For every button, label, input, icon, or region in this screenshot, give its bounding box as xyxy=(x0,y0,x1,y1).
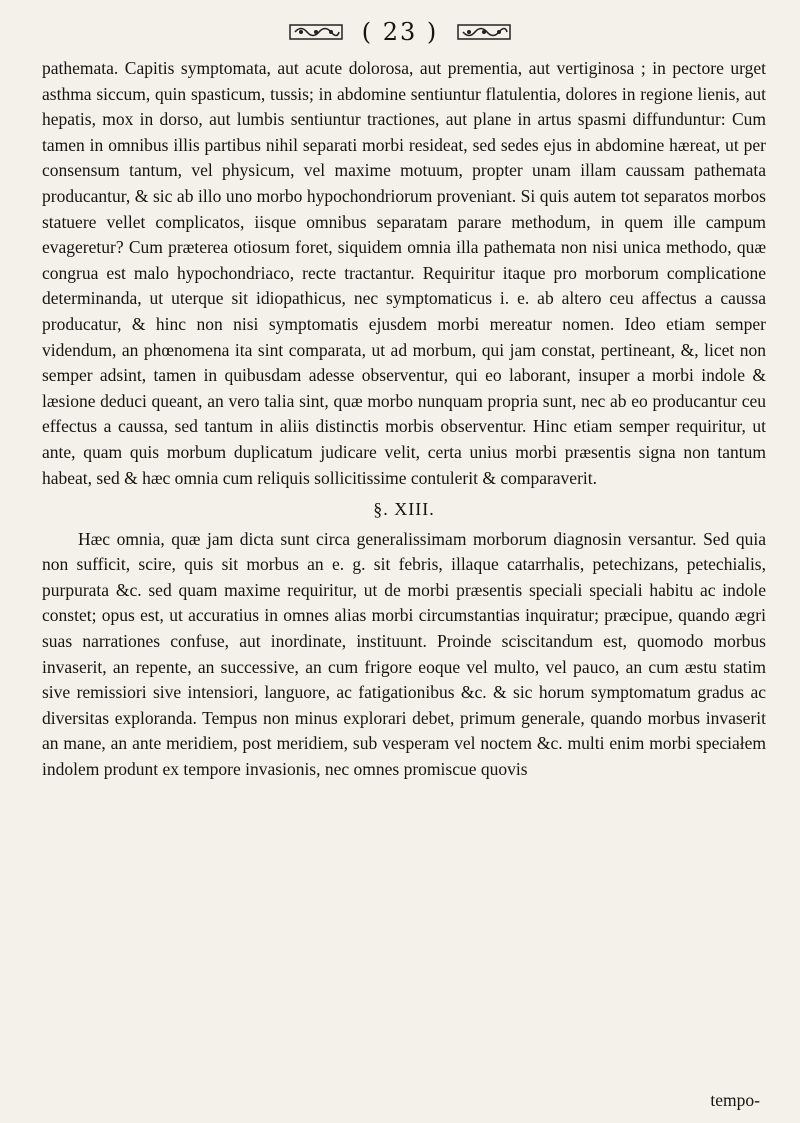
page-number: ( 23 ) xyxy=(361,18,439,46)
paragraph-2: Hæc omnia, quæ jam dicta sunt circa generalissimam morborum diagnosin versantur. Sed quia non sufficit, scire, quis sit morbus an e. g. sit febris, illaque catarrhalis, petechizans, petechialis, purpurata &c. sed quam maxime requiritur, ut de morbi præsentis speciali speciali habitu ac indole constet; opus est, ut accuratius in omnes alias morbi circumstantias inquiratur; præcipue, quando ægri suas narrationes confuse, aut inordinate, instituunt. Proinde sciscitandum est, quomodo morbus invaserit, an repente, an successive, an cum frigore eoque vel multo, vel pauco, an cum æstu statim sive remissiori sive intensiori, languore, ac fatigationibus &c. & sic horum symptomatum gradus ac diversitas exploranda. Tempus non minus explorari debet, primum generale, quando morbus invaserit an mane, an ante meridiem, post meridiem, sub vesperam vel noctem &c. multi enim morbi speciałem indolem produnt ex tempore invasionis, nec omnes promiscue quovis xyxy=(42,528,766,780)
catchword: tempo- xyxy=(710,1090,760,1110)
page-header xyxy=(0,14,800,50)
main-text xyxy=(42,56,766,783)
section-heading: §. XIII. xyxy=(373,499,435,520)
right-ornament-icon xyxy=(456,21,512,43)
paragraph-1: pathemata. Capitis symptomata, aut acute dolorosa, aut prementia, aut vertiginosa ; in pectore urget asthma siccum, quin spasticum, tussis; in abdomine sentiuntur flatulentia, dolores in regione lienis, aut hepatis, mox in dorso, aut lumbis sentiuntur tractiones, aut plane in artus spasmi diffunduntur: Cum tamen in omnibus illis partibus nihil separati morbi resideat, sed sedes ejus in abdomine hæreat, ut per consensum tantum, vel physicum, vel maxime motuum, propter unam illam caussam pathemata producantur, & sic ab illo uno morbo hypochondriorum proveniant. Si quis autem tot separatos morbos statuere vellet complicatos, iisque omnibus separatam parare methodum, in quem ille campum evageretur? Cum præterea otiosum foret, siquidem omnia illa pathemata non nisi unica methodo, quæ congrua est malo hypochondriaco, recte tractantur. Requiritur itaque pro morborum complicatione determinanda, ut uterque sit idiopathicus, nec symptomaticus i. e. ab altero ceu affectus a caussa producatur, & hinc non nisi symptomatis ejusdem morbi mereatur nomen. Ideo etiam semper videndum, an phœnomena ita sint comparata, ut ad morbum, qui jam constat, pertineant, &, licet non semper adsint, tamen in quibusdam adesse observentur, qui eo laborant, insuper a morbi indole & læsione deduci queant, an vero talia sint, quæ morbo nunquam propria sunt, nec ab eo producantur ceu effectus a caussa, sed tantum in aliis distinctis morbis observentur. Hinc etiam semper requiritur, ut ante, quam quis morbum duplicatum judicare velit, certa unius morbi præsentis signa non tantum habeat, sed & hæc omnia cum reliquis sollicitissime contulerit & comparaverit. xyxy=(42,58,766,488)
left-ornament-icon xyxy=(288,21,344,43)
